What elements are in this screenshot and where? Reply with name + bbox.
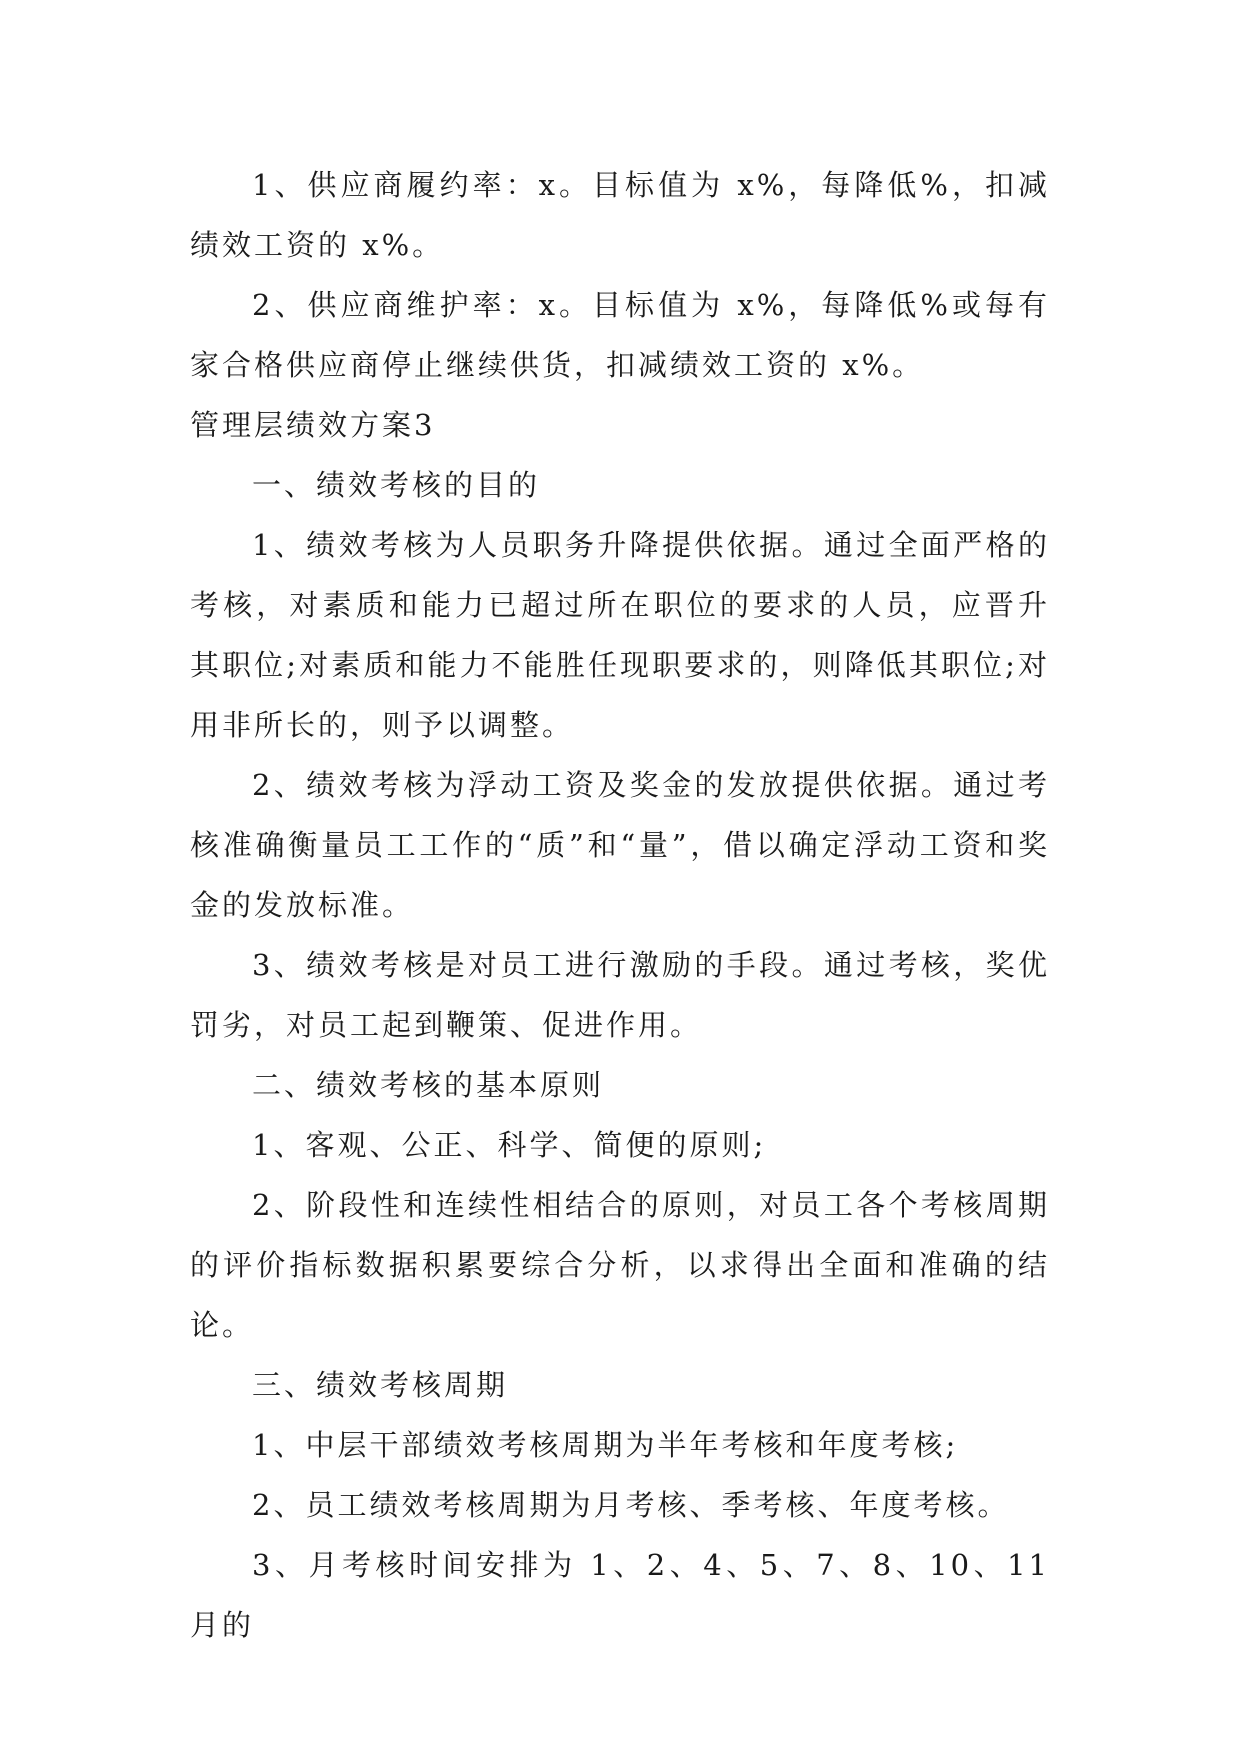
paragraph-cycle-3: 3、月考核时间安排为 1、2、4、5、7、8、10、11 月的: [190, 1548, 1050, 1642]
paragraph-supplier-fulfillment: 1、供应商履约率：x。目标值为 x%，每降低%，扣减绩效工资的 x%。: [190, 168, 1050, 262]
paragraph-purpose-1: 1、绩效考核为人员职务升降提供依据。通过全面严格的考核，对素质和能力已超过所在职位的要求的人员，应晋升其职位;对素质和能力不能胜任现职要求的，则降低其职位;对用非所长的，则予以调整。: [190, 528, 1050, 742]
heading-principles: 二、绩效考核的基本原则: [252, 1068, 605, 1102]
heading-purpose: 一、绩效考核的目的: [252, 468, 541, 502]
paragraph-purpose-3: 3、绩效考核是对员工进行激励的手段。通过考核，奖优罚劣，对员工起到鞭策、促进作用。: [190, 948, 1050, 1042]
paragraph-purpose-2: 2、绩效考核为浮动工资及奖金的发放提供依据。通过考核准确衡量员工工作的“质”和“量”，借以确定浮动工资和奖金的发放标准。: [190, 768, 1050, 922]
paragraph-supplier-maintenance: 2、供应商维护率：x。目标值为 x%，每降低%或每有家合格供应商停止继续供货，扣减绩效工资的 x%。: [190, 288, 1050, 382]
paragraph-principle-2: 2、阶段性和连续性相结合的原则，对员工各个考核周期的评价指标数据积累要综合分析，以求得出全面和准确的结论。: [190, 1188, 1050, 1342]
paragraph-principle-1: 1、客观、公正、科学、简便的原则;: [252, 1128, 767, 1162]
paragraph-cycle-1: 1、中层干部绩效考核周期为半年考核和年度考核;: [252, 1428, 959, 1462]
section-title: 管理层绩效方案3: [190, 408, 436, 442]
document-body: [190, 155, 1050, 1655]
heading-cycle: 三、绩效考核周期: [252, 1368, 509, 1402]
paragraph-cycle-2: 2、员工绩效考核周期为月考核、季考核、年度考核。: [252, 1488, 1010, 1522]
